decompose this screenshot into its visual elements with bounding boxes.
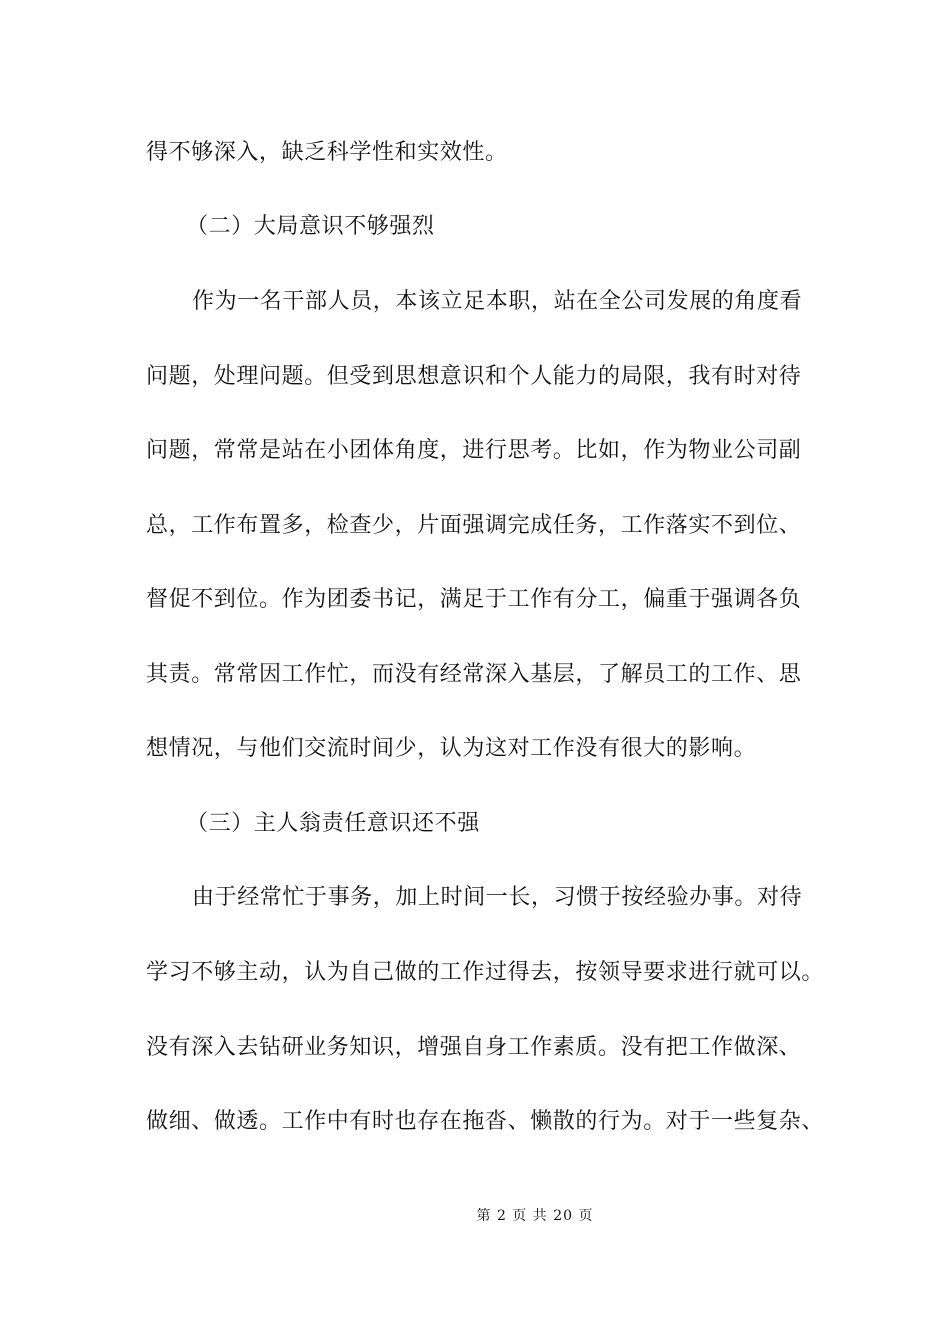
- text-line: 督促不到位。作为团委书记，满足于工作有分工，偏重于强调各负: [146, 587, 802, 612]
- text-line: 问题，处理问题。但受到思想意识和个人能力的局限，我有时对待: [146, 364, 802, 389]
- text-line: 得不够深入，缺乏科学性和实效性。: [146, 140, 508, 165]
- text-line: 学习不够主动，认为自己做的工作过得去，按领导要求进行就可以。: [146, 960, 825, 985]
- text-line: 其责。常常因工作忙，而没有经常深入基层，了解员工的工作、思: [146, 662, 802, 687]
- page-footer: 第 2 页 共 20 页: [476, 1208, 594, 1224]
- text-line: 由于经常忙于事务，加上时间一长，习惯于按经验办事。对待: [192, 885, 803, 910]
- text-line: 做细、做透。工作中有时也存在拖沓、懒散的行为。对于一些复杂、: [146, 1109, 825, 1134]
- section-heading: （二）大局意识不够强烈: [186, 214, 435, 239]
- section-heading: （三）主人翁责任意识还不强: [186, 811, 480, 836]
- text-line: 想情况，与他们交流时间少，认为这对工作没有很大的影响。: [146, 736, 757, 761]
- text-line: 作为一名干部人员，本该立足本职，站在全公司发展的角度看: [192, 289, 803, 314]
- text-line: 问题，常常是站在小团体角度，进行思考。比如，作为物业公司副: [146, 438, 802, 463]
- text-line: 没有深入去钻研业务知识，增强自身工作素质。没有把工作做深、: [146, 1035, 802, 1060]
- text-line: 总，工作布置多，检查少，片面强调完成任务，工作落实不到位、: [146, 513, 802, 538]
